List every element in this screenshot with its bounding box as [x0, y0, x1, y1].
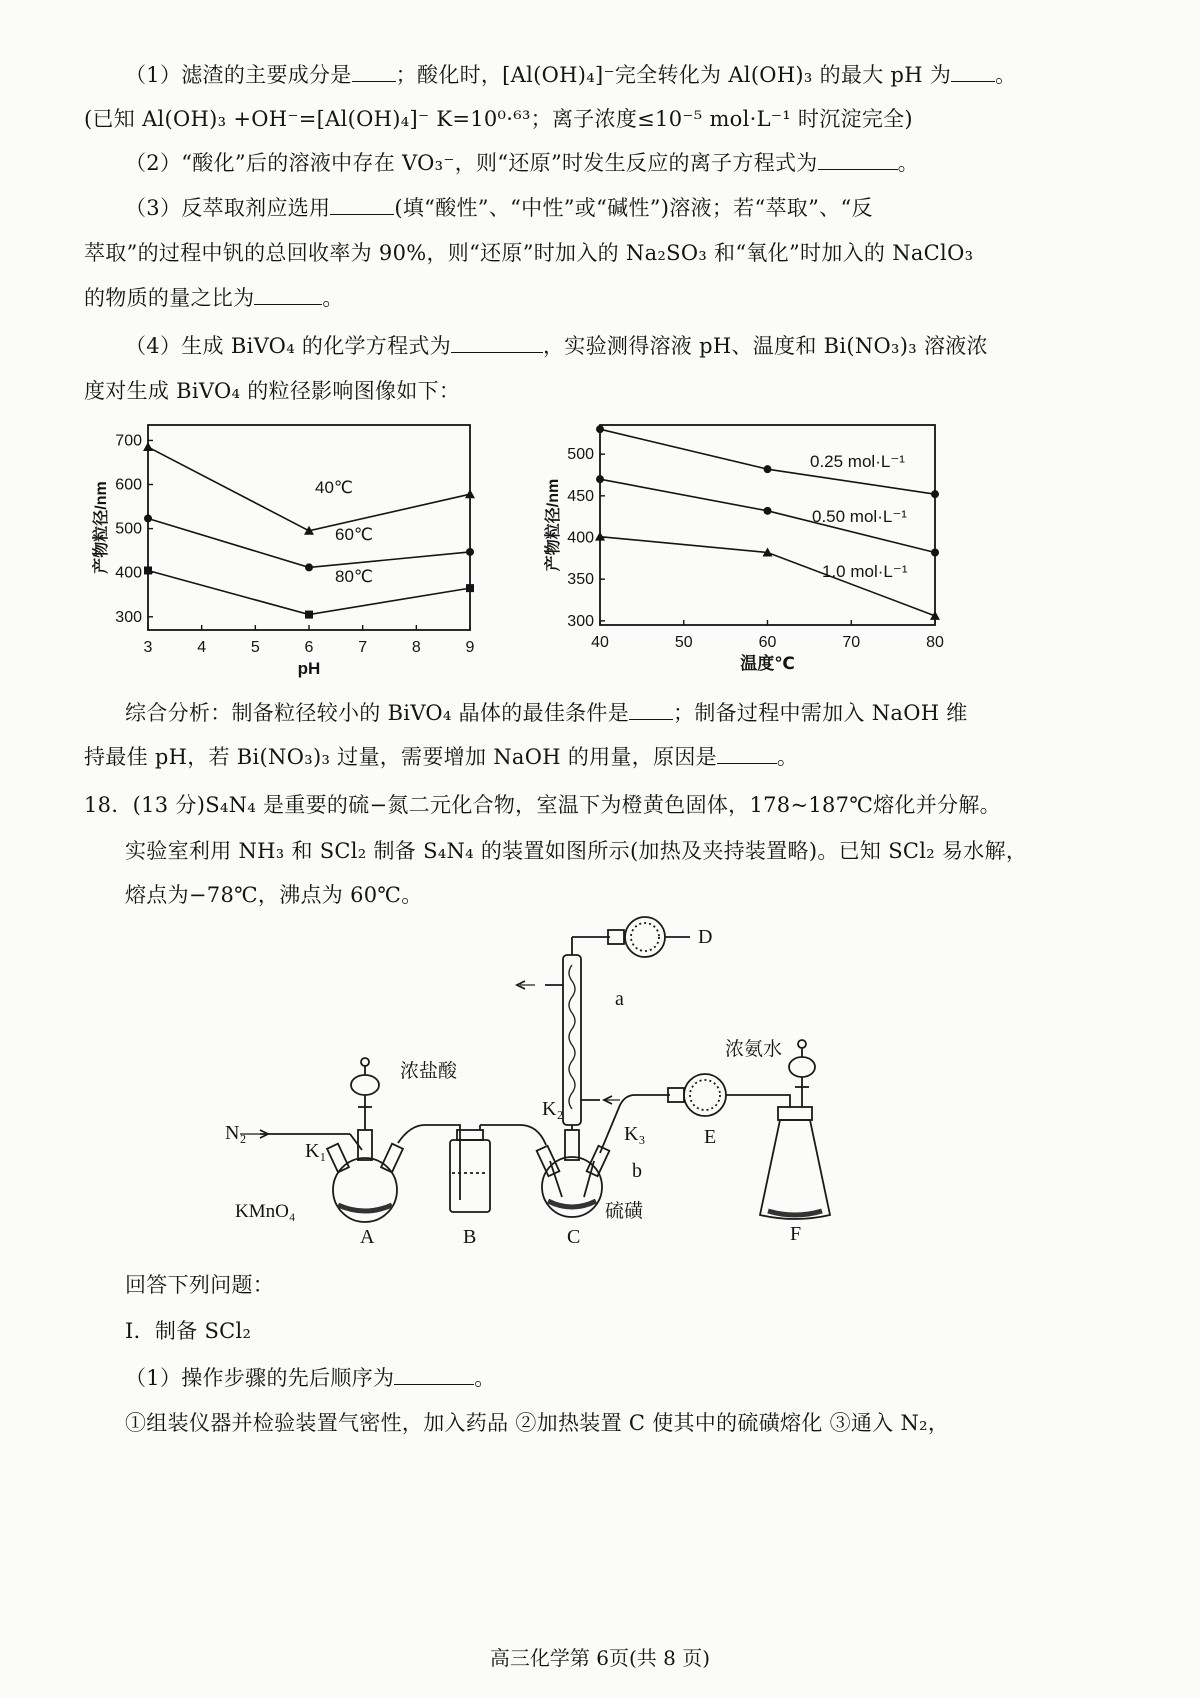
- data-point: [466, 584, 474, 592]
- data-point: [595, 532, 605, 541]
- hcl-funnel: [351, 1075, 379, 1095]
- x-tick-label: 3: [143, 639, 153, 656]
- tube-e-f-down: [750, 1095, 790, 1107]
- label-b-small: b: [632, 1160, 642, 1182]
- q18-line-1: 18．(13 分)S₄N₄ 是重要的硫−氮二元化合物，室温下为橙黄色固体，178~187℃熔化并分解。: [84, 793, 1001, 817]
- q3-line-2: 萃取”的过程中钒的总回收率为 90%，则“还原”时加入的 Na₂SO₃ 和“氧化”时加入的 NaClO₃: [84, 241, 974, 265]
- q18-line-3: 熔点为−78℃，沸点为 60℃。: [125, 883, 423, 907]
- q4-text-b: ，实验测得溶液 pH、温度和 Bi(NO₃)₃ 溶液浓: [543, 334, 988, 358]
- hcl-funnel-stopper: [361, 1058, 369, 1066]
- x-axis-label: pH: [297, 659, 321, 678]
- y-tick-label: 400: [567, 529, 594, 547]
- analysis-text-a: 综合分析：制备粒径较小的 BiVO₄ 晶体的最佳条件是: [125, 701, 630, 725]
- y-axis-label: 产物粒径/nm: [93, 481, 110, 574]
- answer-blank[interactable]: [629, 701, 673, 720]
- x-tick-label: 9: [465, 639, 475, 656]
- data-point: [143, 442, 153, 451]
- q1-text-b: ；酸化时，[Al(OH)₄]⁻完全转化为 Al(OH)₃ 的最大 pH 为: [395, 63, 952, 87]
- answer-prompt: 回答下列问题：: [125, 1273, 275, 1297]
- q1-line: [125, 60, 1016, 90]
- y-tick-label: 300: [115, 608, 142, 626]
- series-label: 1.0 mol·L⁻¹: [822, 562, 908, 581]
- series-label: 80℃: [335, 567, 374, 586]
- data-point: [305, 611, 313, 619]
- label-sulfur: 硫磺: [605, 1201, 644, 1222]
- series-label: 60℃: [335, 525, 374, 544]
- label-k3: K₃: [624, 1123, 646, 1145]
- q2-text-b: 。: [897, 151, 919, 175]
- series-label: 0.50 mol·L⁻¹: [812, 507, 907, 526]
- chart-ph: [90, 415, 530, 685]
- label-k1: K₁: [305, 1140, 327, 1162]
- q3-text-d: 的物质的量之比为: [84, 286, 255, 310]
- flask-a-right-neck: [381, 1144, 403, 1173]
- label-ammonia: 浓氨水: [725, 1039, 783, 1060]
- y-tick-label: 600: [115, 476, 142, 494]
- x-tick-label: 70: [842, 634, 861, 651]
- q3-text-b: (填“酸性”、“中性”或“碱性”)溶液；若“萃取”、“反: [394, 196, 873, 220]
- answer-blank[interactable]: [330, 196, 394, 215]
- y-tick-label: 700: [115, 432, 142, 450]
- q3-line-3: [84, 283, 344, 313]
- flask-f-solid: [768, 1211, 822, 1215]
- y-tick-label: 300: [567, 612, 594, 630]
- x-tick-label: 5: [250, 639, 260, 656]
- x-tick-label: 6: [304, 639, 314, 656]
- analysis-line: [125, 698, 968, 728]
- flask-f: [760, 1120, 830, 1219]
- series-label: 40℃: [315, 478, 354, 497]
- label-k2: K₂: [542, 1098, 564, 1120]
- drying-tube-d-fill: [631, 923, 659, 951]
- flask-a-center-neck: [358, 1130, 372, 1160]
- series-line: [148, 518, 470, 567]
- answer-blank[interactable]: [818, 151, 898, 170]
- flask-a-left-neck: [327, 1144, 349, 1173]
- analysis-line-2: [84, 742, 798, 772]
- drying-tube-d-stopper: [608, 930, 624, 944]
- condenser-coil: [569, 965, 575, 1109]
- data-point: [764, 507, 772, 515]
- label-hcl: 浓盐酸: [400, 1061, 458, 1082]
- x-tick-label: 8: [411, 639, 421, 656]
- label-n2: N₂: [225, 1122, 247, 1144]
- y-tick-label: 500: [567, 446, 594, 464]
- sulfur-solid: [548, 1201, 596, 1207]
- q3-line: [125, 193, 873, 223]
- apparatus-diagram: [220, 925, 940, 1250]
- y-tick-label: 400: [115, 564, 142, 582]
- data-point: [466, 548, 474, 556]
- series-line: [148, 447, 470, 531]
- q2-line: [125, 148, 919, 178]
- x-tick-label: 80: [926, 634, 944, 651]
- x-tick-label: 50: [674, 634, 693, 651]
- kmno4-solid: [338, 1205, 392, 1211]
- chart-temperature-svg: [545, 415, 1010, 685]
- s1-q1-line: [125, 1363, 496, 1393]
- label-flask-a: A: [360, 1226, 375, 1248]
- analysis-text-d: 。: [776, 745, 799, 769]
- answer-blank[interactable]: [451, 334, 543, 353]
- q4-line-2: 度对生成 BiVO₄ 的粒径影响图像如下：: [84, 379, 461, 403]
- label-d: D: [698, 926, 713, 948]
- answer-blank[interactable]: [352, 63, 396, 82]
- data-point: [931, 490, 939, 498]
- series-line: [148, 570, 470, 614]
- q4-line: [125, 331, 988, 361]
- q3-text-a: （3）反萃取剂应选用: [125, 196, 331, 220]
- label-flask-c: C: [567, 1226, 581, 1248]
- data-point: [144, 514, 152, 522]
- q2-text-a: （2）“酸化”后的溶液中存在 VO₃⁻，则“还原”时发生反应的离子方程式为: [125, 151, 818, 175]
- answer-blank[interactable]: [254, 286, 322, 305]
- answer-blank[interactable]: [717, 745, 777, 764]
- data-point: [764, 465, 772, 473]
- flask-c-center-neck: [565, 1130, 579, 1160]
- flask-f-stopper: [778, 1107, 812, 1120]
- ammonia-funnel-stopper: [798, 1040, 806, 1048]
- x-tick-label: 40: [591, 634, 609, 651]
- chart-temperature: [545, 415, 1010, 685]
- label-bottle-b: B: [463, 1226, 477, 1248]
- q4-text-a: （4）生成 BiVO₄ 的化学方程式为: [125, 334, 451, 358]
- ammonia-funnel: [789, 1057, 815, 1077]
- bottle-b: [450, 1140, 490, 1212]
- chart-ph-svg: [90, 415, 530, 685]
- q1-text-a: （1）滤渣的主要成分是: [125, 63, 352, 87]
- data-point: [144, 566, 152, 574]
- steps-line: ①组装仪器并检验装置气密性，加入药品 ②加热装置 C 使其中的硫磺熔化 ③通入 N₂，: [125, 1411, 950, 1435]
- analysis-text-b: ；制备过程中需加入 NaOH 维: [673, 701, 968, 725]
- answer-blank[interactable]: [951, 63, 995, 82]
- y-tick-label: 500: [115, 520, 142, 538]
- label-kmno4: KMnO₄: [235, 1201, 296, 1222]
- data-point: [596, 475, 604, 483]
- label-flask-f: F: [790, 1223, 802, 1245]
- data-point: [931, 549, 939, 557]
- drying-tube-e-fill: [690, 1080, 720, 1110]
- answer-blank[interactable]: [394, 1366, 474, 1385]
- s1-q1-text-b: 。: [474, 1366, 496, 1390]
- x-tick-label: 4: [197, 639, 207, 656]
- q1-known: (已知 Al(OH)₃ +OH⁻=[Al(OH)₄]⁻ K=10⁰·⁶³；离子浓度≤10⁻⁵ mol·L⁻¹ 时沉淀完全): [84, 107, 913, 131]
- x-axis-label: 温度℃: [740, 654, 795, 673]
- k1-tube: [350, 1134, 362, 1150]
- page-footer: 高三化学第 6页(共 8 页): [489, 1646, 711, 1670]
- data-point: [465, 489, 475, 498]
- label-a: a: [615, 988, 624, 1010]
- x-tick-label: 7: [358, 639, 368, 656]
- q18-line-2: 实验室利用 NH₃ 和 SCl₂ 制备 S₄N₄ 的装置如图所示(加热及夹持装置略)。已知 SCl₂ 易水解，: [125, 839, 1028, 863]
- x-tick-label: 60: [758, 634, 777, 651]
- y-axis-label: 产物粒径/nm: [545, 478, 562, 572]
- section-1-title: Ⅰ．制备 SCl₂: [125, 1319, 252, 1343]
- data-point: [596, 425, 604, 433]
- data-point: [305, 563, 313, 571]
- y-tick-label: 450: [567, 487, 594, 505]
- s1-q1-text-a: （1）操作步骤的先后顺序为: [125, 1366, 395, 1390]
- analysis-text-c: 持最佳 pH，若 Bi(NO₃)₃ 过量，需要增加 NaOH 的用量，原因是: [84, 745, 717, 769]
- q1-text-c: 。: [995, 63, 1017, 87]
- drying-tube-e-stopper: [668, 1088, 684, 1102]
- y-tick-label: 350: [567, 571, 594, 589]
- q3-text-e: 。: [322, 286, 344, 310]
- series-label: 0.25 mol·L⁻¹: [810, 452, 905, 471]
- flask-c-inlet-tube: [550, 1161, 562, 1197]
- label-e: E: [704, 1126, 717, 1148]
